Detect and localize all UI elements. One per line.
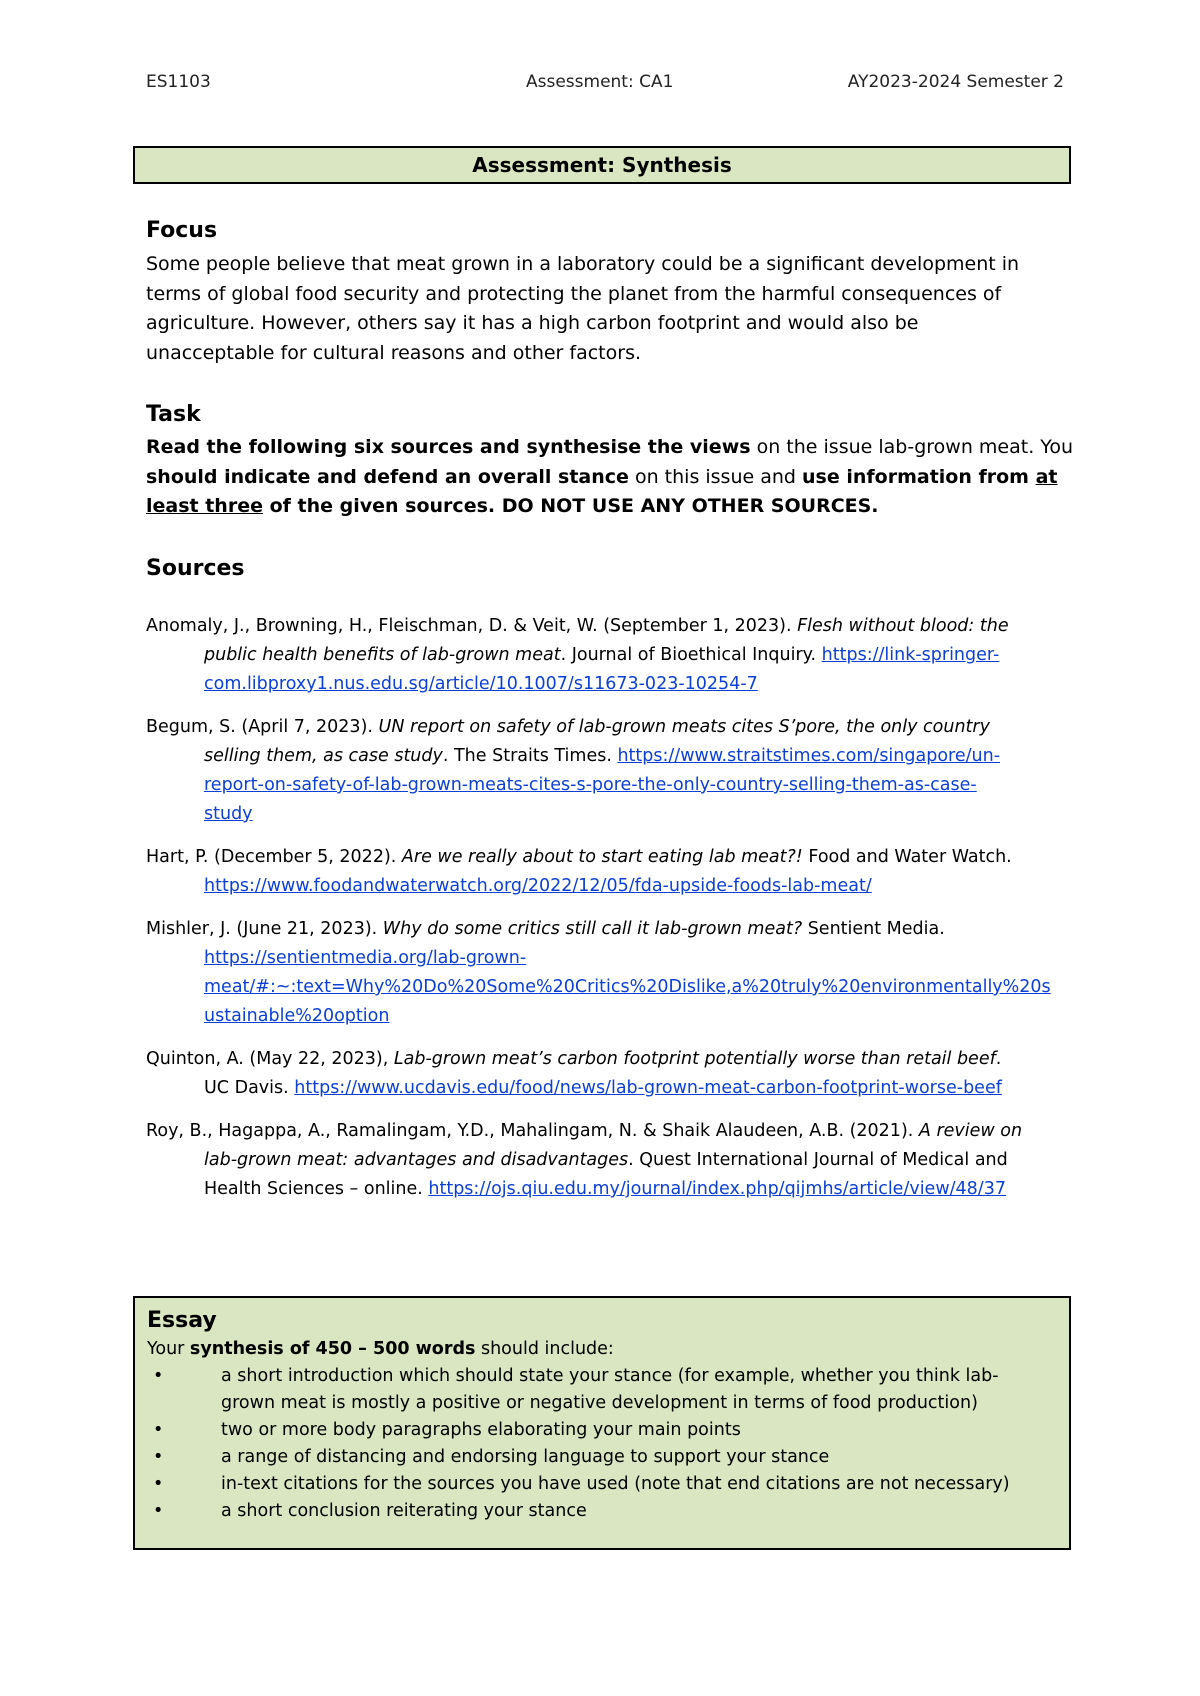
reference-link[interactable]: https://www.straitstimes.com/singapore/un-: [617, 746, 1001, 766]
reference-entry: [146, 612, 1066, 699]
sources-heading: Sources: [146, 556, 245, 581]
reference-link[interactable]: com.libproxy1.nus.edu.sg/article/10.1007/s11673-023-10254-7: [204, 674, 758, 694]
reference-entry: [146, 713, 1066, 829]
bullet-icon: •: [153, 1447, 164, 1467]
reference-title: public health benefits of lab-grown meat: [204, 645, 561, 665]
focus-heading: Focus: [146, 218, 218, 243]
essay-intro: Your synthesis of 450 – 500 words should include:: [147, 1339, 614, 1359]
reference-author: Quinton, A. (May 22, 2023),: [146, 1049, 394, 1069]
focus-line: Some people believe that meat grown in a laboratory could be a significant development in: [146, 253, 1020, 275]
essay-requirements-list: [147, 1363, 1057, 1525]
task-text: on the issue lab-grown meat. You: [750, 436, 1074, 458]
bullet-icon: •: [153, 1366, 164, 1386]
task-line: [146, 463, 1066, 493]
reference-author: Begum, S. (April 7, 2023).: [146, 717, 379, 737]
sources-list: [146, 612, 1066, 1218]
reference-title: Are we really about to start eating lab meat?!: [401, 847, 803, 867]
focus-line: agriculture. However, others say it has a high carbon footprint and would also be: [146, 312, 919, 334]
course-code: ES1103: [146, 72, 211, 92]
reference-entry: [146, 1117, 1066, 1204]
reference-link[interactable]: https://ojs.qiu.edu.my/journal/index.php/qijmhs/article/view/48/37: [428, 1179, 1006, 1199]
reference-publisher: Health Sciences – online.: [204, 1179, 429, 1199]
reference-link[interactable]: report-on-safety-of-lab-grown-meats-cites-s-pore-the-only-country-selling-them-as-case-: [204, 775, 977, 795]
task-line: [146, 433, 1074, 463]
page-header: [146, 72, 1064, 100]
word-count: synthesis of 450 – 500 words: [189, 1339, 476, 1359]
task-paragraph: [146, 433, 1074, 522]
reference-title: Lab-grown meat’s carbon footprint potentially worse than retail beef: [393, 1049, 996, 1069]
essay-box: [133, 1296, 1071, 1550]
list-item: • a range of distancing and endorsing language to support your stance: [147, 1444, 1057, 1471]
reference-title: lab-grown meat: advantages and disadvantages: [204, 1150, 629, 1170]
task-emphasis: of the given sources. DO NOT USE ANY OTHER SOURCES.: [262, 495, 879, 517]
reference-publisher: .: [995, 1049, 1002, 1069]
reference-publisher: . Journal of Bioethical Inquiry.: [560, 645, 822, 665]
task-emphasis: use information from: [802, 465, 1036, 488]
list-item: • a short conclusion reiterating your stance: [147, 1498, 1057, 1525]
focus-line: unacceptable for cultural reasons and other factors.: [146, 341, 642, 364]
bullet-icon: •: [153, 1420, 164, 1440]
reference-publisher: Food and Water Watch.: [802, 847, 1012, 867]
reference-publisher: . The Straits Times.: [442, 746, 618, 766]
task-emphasis: should indicate and defend an overall stance: [146, 465, 629, 488]
reference-title: UN report on safety of lab-grown meats cites S’pore, the only country: [378, 717, 990, 737]
task-emphasis: Read the following six sources and synthesise the views: [146, 436, 751, 458]
reference-author: Mishler, J. (June 21, 2023).: [146, 919, 383, 939]
page-title: Assessment: Synthesis: [472, 153, 732, 177]
reference-link[interactable]: meat/#:~:text=Why%20Do%20Some%20Critics%20Dislike,a%20truly%20environmentally%20s: [204, 977, 1051, 997]
focus-line: terms of global food security and protecting the planet from the harmful consequences of: [146, 282, 1002, 305]
list-item: • in-text citations for the sources you have used (note that end citations are not necessary): [147, 1471, 1057, 1498]
reference-entry: [146, 843, 1066, 901]
term-label: AY2023-2024 Semester 2: [847, 72, 1064, 92]
reference-publisher: UC Davis.: [204, 1078, 295, 1098]
reference-link[interactable]: https://www.foodandwaterwatch.org/2022/12/05/fda-upside-foods-lab-meat/: [204, 876, 872, 896]
task-underlined: least three: [146, 495, 263, 517]
reference-entry: [146, 1045, 1066, 1103]
reference-publisher: Sentient Media.: [802, 919, 945, 939]
task-underlined: at: [1035, 465, 1058, 488]
bullet-icon: •: [153, 1501, 164, 1521]
title-box: [133, 146, 1071, 184]
reference-link[interactable]: https://sentientmedia.org/lab-grown-: [204, 948, 527, 968]
reference-link[interactable]: study: [204, 804, 253, 824]
task-line: [146, 492, 1066, 522]
task-text: on this issue and: [628, 465, 803, 488]
reference-link[interactable]: https://www.ucdavis.edu/food/news/lab-grown-meat-carbon-footprint-worse-beef: [294, 1078, 1002, 1098]
task-heading: Task: [146, 402, 201, 427]
reference-link[interactable]: https://link-springer-: [821, 645, 1000, 665]
focus-paragraph: [146, 250, 1066, 368]
reference-author: Roy, B., Hagappa, A., Ramalingam, Y.D., Mahalingam, N. & Shaik Alaudeen, A.B. (2021).: [146, 1121, 919, 1141]
reference-entry: [146, 915, 1066, 1031]
list-item: • two or more body paragraphs elaborating your main points: [147, 1417, 1057, 1444]
reference-author: Hart, P. (December 5, 2022).: [146, 847, 402, 867]
reference-title: selling them, as case study: [204, 746, 443, 766]
reference-link[interactable]: ustainable%20option: [204, 1006, 390, 1026]
reference-title: A review on: [918, 1121, 1023, 1141]
reference-publisher: . Quest International Journal of Medical and: [628, 1150, 1008, 1170]
reference-title: Why do some critics still call it lab-grown meat?: [382, 919, 803, 939]
reference-title: Flesh without blood: the: [797, 616, 1009, 636]
reference-author: Anomaly, J., Browning, H., Fleischman, D. & Veit, W. (September 1, 2023).: [146, 616, 798, 636]
list-item: • a short introduction which should state your stance (for example, whether you think lab- grown meat is mostly a positive or negative development in terms of food production): [147, 1363, 1057, 1417]
assessment-label: Assessment: CA1: [526, 72, 674, 92]
essay-heading: Essay: [147, 1308, 217, 1333]
bullet-icon: •: [153, 1474, 164, 1494]
